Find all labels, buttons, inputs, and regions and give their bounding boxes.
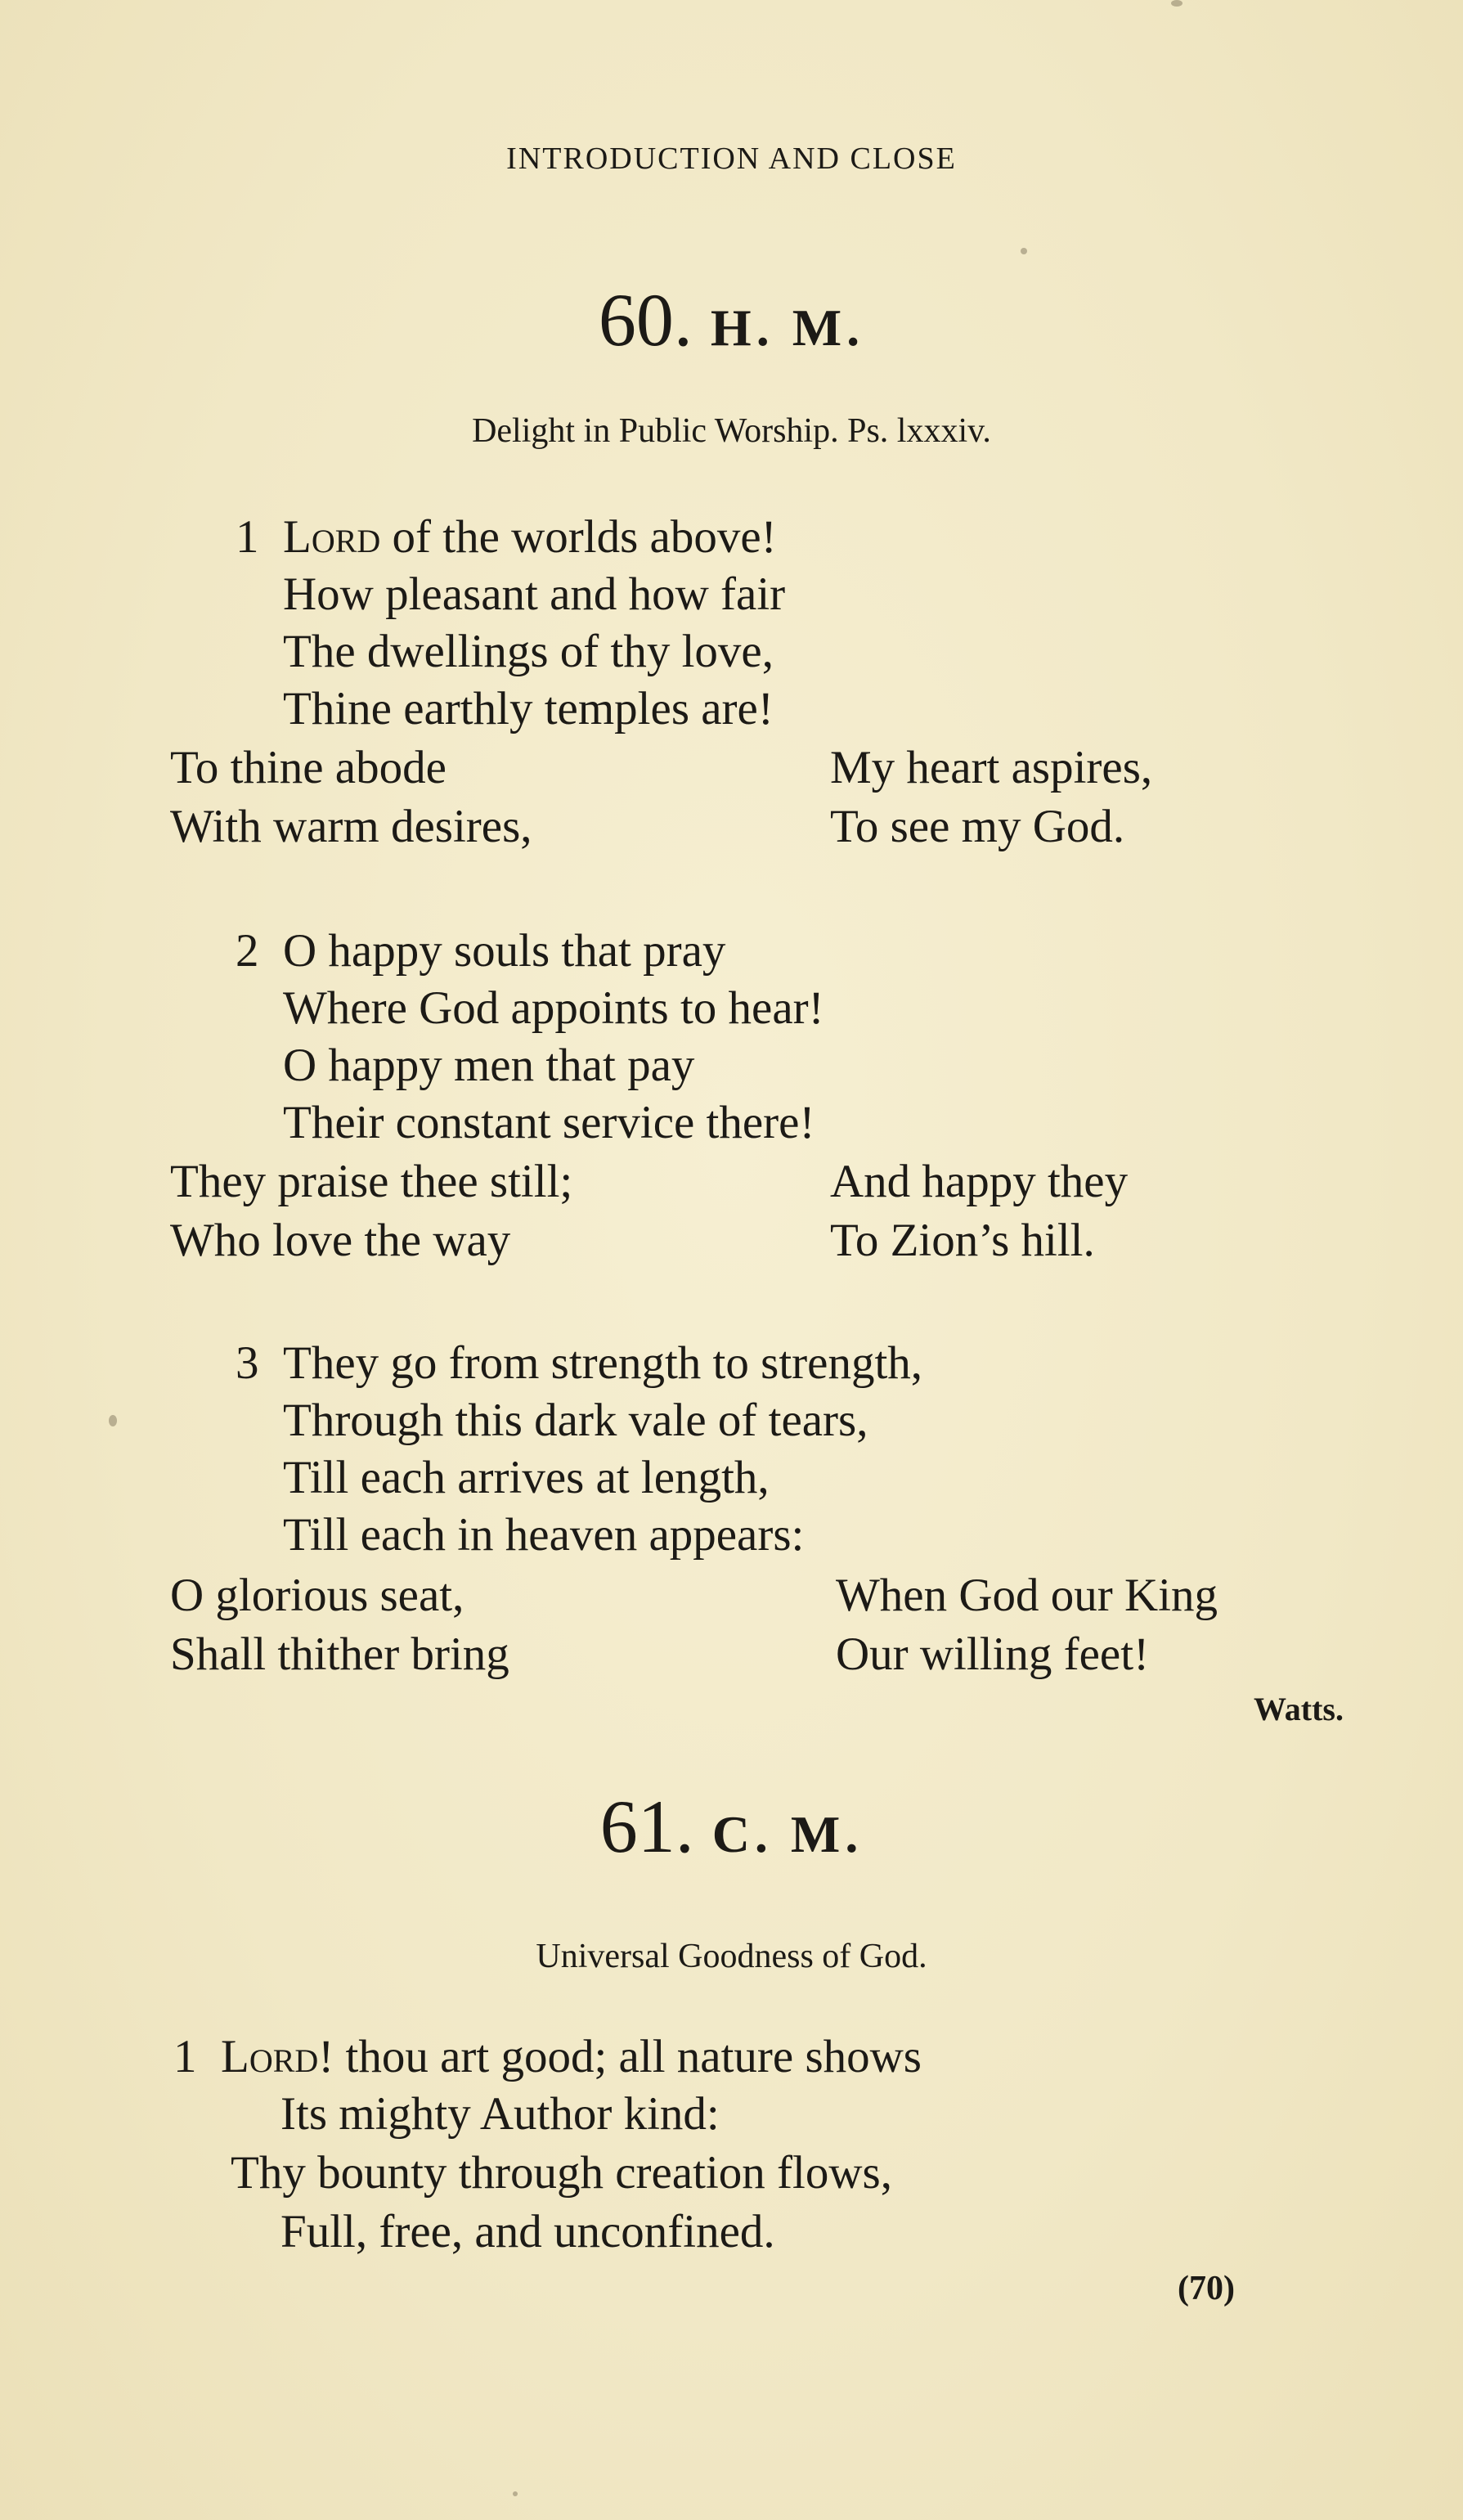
- stanza-3-couplet-1-left: O glorious seat,: [170, 1570, 464, 1621]
- stanza-2-line-2: Where God appoints to hear!: [283, 982, 824, 1034]
- stanza-1-couplet-2-left: With warm desires,: [170, 801, 532, 852]
- running-head: INTRODUCTION AND CLOSE: [506, 141, 957, 176]
- paper-speck: [513, 2491, 518, 2496]
- stanza-3-line-4: Till each in heaven appears:: [283, 1509, 805, 1561]
- stanza-1-couplet-1-right: My heart aspires,: [830, 742, 1153, 793]
- stanza-3-line-3: Till each arrives at length,: [283, 1452, 770, 1503]
- hymn-61-line-4: Full, free, and unconfined.: [280, 2206, 775, 2257]
- stanza-number: 2: [236, 925, 259, 977]
- stanza-1-line-3: The dwellings of thy love,: [283, 626, 774, 677]
- lord-word: Lord: [221, 2031, 319, 2082]
- hymn-61-subtitle: Universal Goodness of God.: [536, 1938, 927, 1975]
- hymn-61-number: 61.: [599, 1785, 694, 1868]
- lord-word: Lord: [283, 511, 381, 563]
- hymn-60-heading: [0, 278, 1463, 362]
- stanza-1-line-2: How pleasant and how fair: [283, 568, 786, 620]
- stanza-1-line-4: Thine earthly temples are!: [283, 683, 774, 734]
- paper-speck: [1171, 0, 1183, 7]
- hymn-60-meter: H. M.: [710, 299, 865, 357]
- stanza-number: 1: [173, 2031, 197, 2082]
- hymn-61-line-3: Thy bounty through creation flows,: [231, 2147, 892, 2199]
- stanza-2-couplet-1-left: They praise thee still;: [170, 1156, 573, 1207]
- stanza-1-line-1: 1 Lord of the worlds above!: [236, 511, 777, 563]
- hymn-60-subtitle: Delight in Public Worship. Ps. lxxxiv.: [472, 412, 991, 450]
- hymn-61-line-2: Its mighty Author kind:: [280, 2088, 720, 2140]
- stanza-2-line-4: Their constant service there!: [283, 1097, 815, 1148]
- hymn-60-number: 60.: [598, 278, 693, 362]
- stanza-2-couplet-1-right: And happy they: [830, 1156, 1129, 1207]
- stanza-1-couplet-1-left: To thine abode: [170, 742, 447, 793]
- paper-speck: [1021, 248, 1027, 254]
- stanza-number: 1: [236, 511, 259, 563]
- page-number: (70): [1178, 2270, 1235, 2307]
- stanza-1-couplet-2-right: To see my God.: [830, 801, 1125, 852]
- stanza-2-line-1: 2 O happy souls that pray: [236, 925, 726, 977]
- paper-speck: [109, 1415, 117, 1426]
- stanza-3-line-1: 3 They go from strength to strength,: [236, 1337, 923, 1389]
- hymn-61-meter: C. M.: [711, 1805, 864, 1863]
- stanza-3-couplet-2-left: Shall thither bring: [170, 1628, 509, 1680]
- hymn-60-author: Watts.: [1254, 1691, 1344, 1727]
- stanza-number: 3: [236, 1337, 259, 1389]
- stanza-2-line-3: O happy men that pay: [283, 1040, 695, 1091]
- stanza-2-couplet-2-left: Who love the way: [170, 1215, 511, 1266]
- stanza-2-couplet-2-right: To Zion’s hill.: [830, 1215, 1095, 1266]
- stanza-3-couplet-1-right: When God our King: [836, 1570, 1218, 1621]
- stanza-3-line-2: Through this dark vale of tears,: [283, 1395, 868, 1446]
- hymn-61-heading: [0, 1785, 1463, 1868]
- hymn-61-line-1: 1 Lord! thou art good; all nature shows: [173, 2031, 922, 2082]
- stanza-3-couplet-2-right: Our willing feet!: [836, 1628, 1150, 1680]
